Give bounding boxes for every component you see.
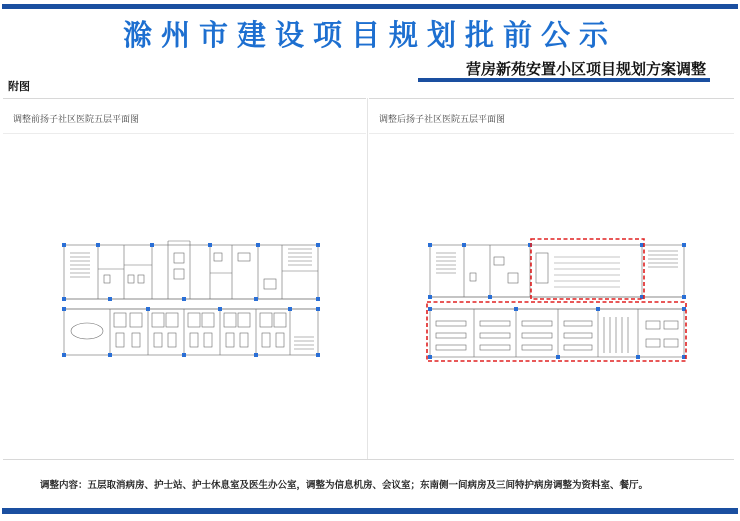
floor-plan-before-drawing bbox=[60, 239, 322, 359]
floor-plan-after bbox=[424, 237, 689, 363]
floor-plan-after-drawing bbox=[424, 237, 689, 363]
page-subtitle: 营房新苑安置小区项目规划方案调整 bbox=[465, 60, 706, 78]
panel-before-caption: 调整前扬子社区医院五层平面图 bbox=[13, 115, 140, 125]
bottom-accent-bar bbox=[2, 508, 738, 514]
top-accent-bar bbox=[2, 4, 738, 9]
adjustment-note: 调整内容：五层取消病房、护士站、护士休息室及医生办公室，调整为信息机房、会议室；东南侧一间病房及三间特护病房调整为资料室、餐厅。 bbox=[40, 480, 649, 491]
subtitle-underline bbox=[418, 78, 710, 82]
panel-divider-line bbox=[369, 133, 734, 134]
page-title: 滁州市建设项目规划批前公示 bbox=[122, 18, 617, 52]
panels-vertical-divider bbox=[367, 98, 368, 459]
floor-plan-before bbox=[60, 239, 322, 359]
panel-divider-line bbox=[3, 133, 366, 134]
panel-after bbox=[369, 98, 734, 459]
highlight-lower-wing bbox=[427, 302, 686, 361]
panel-before bbox=[3, 98, 366, 459]
panel-after-caption: 调整后扬子社区医院五层平面图 bbox=[379, 115, 506, 125]
bottom-divider-line bbox=[3, 459, 734, 460]
section-label: 附图 bbox=[8, 80, 30, 93]
